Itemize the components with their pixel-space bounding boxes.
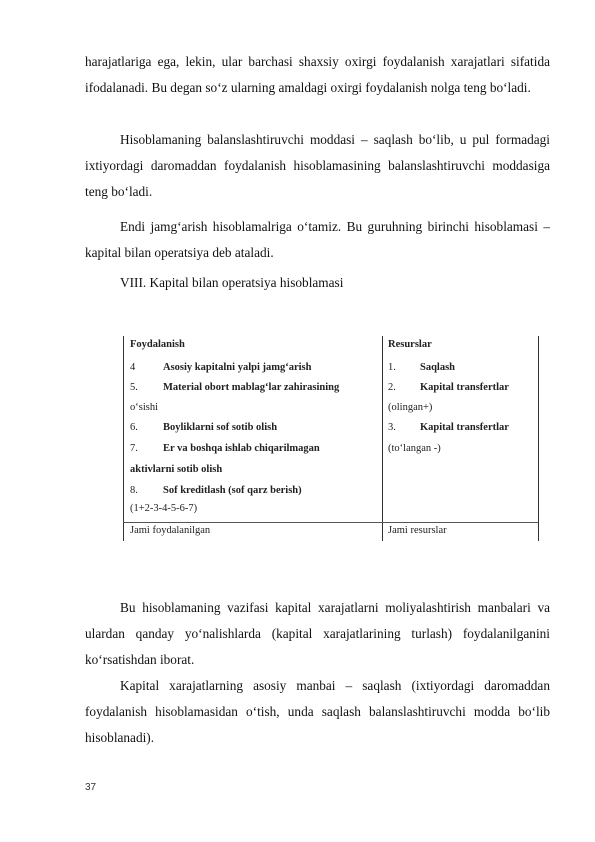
left-total: Jami foydalanilgan bbox=[130, 525, 211, 536]
paragraph-4: Bu hisoblamaning vazifasi kapital xarajatlarni moliyalashtirish manbalari va ulardan qanday yo‘nalishlarda (kapital xarajatlarining turlash) foydalanilganini ko‘rsatishdan iborat. bbox=[85, 600, 550, 667]
right-row-text: Saqlash bbox=[420, 362, 456, 373]
table-left-header: Foydalanish bbox=[130, 339, 185, 350]
left-row-text: aktivlarni sotib olish bbox=[130, 464, 223, 475]
left-row-text: Material obort mablag‘lar zahirasining bbox=[163, 382, 340, 393]
right-row-text: (olingan+) bbox=[388, 402, 433, 413]
paragraph-3: Endi jamg‘arish hisoblamalriga o‘tamiz. Bu guruhning birinchi hisoblamasi – kapital bilan operatsiya deb ataladi. bbox=[85, 219, 550, 260]
right-row-num: 1. bbox=[388, 362, 396, 373]
table-right-header: Resurslar bbox=[388, 339, 432, 350]
page-number: 37 bbox=[85, 782, 97, 793]
left-row-num: 8. bbox=[130, 485, 138, 496]
left-row-text: o‘sishi bbox=[130, 402, 159, 413]
left-row-text: Asosiy kapitalni yalpi jamg‘arish bbox=[163, 362, 312, 373]
table-middle-border bbox=[382, 336, 383, 541]
left-row-text: Boyliklarni sof sotib olish bbox=[163, 422, 278, 433]
paragraph-2: Hisoblamaning balanslashtiruvchi moddasi – saqlash bo‘lib, u pul formadagi ixtiyordagi daromaddan foydalanish hisoblamasining balanslashtiruvchi moddasiga teng bo‘ladi. bbox=[85, 132, 550, 199]
left-row-text: (1+2-3-4-5-6-7) bbox=[130, 503, 198, 514]
section-heading: VIII. Kapital bilan operatsiya hisoblamasi bbox=[120, 275, 344, 290]
right-total: Jami resurslar bbox=[388, 525, 447, 536]
left-row-text: Er va boshqa ishlab chiqarilmagan bbox=[163, 443, 320, 454]
left-row-text: Sof kreditlash (sof qarz berish) bbox=[163, 485, 302, 496]
right-row-text: (to‘langan -) bbox=[388, 443, 441, 454]
right-row-num: 2. bbox=[388, 382, 396, 393]
left-row-num: 7. bbox=[130, 443, 138, 454]
left-row-num: 5. bbox=[130, 382, 138, 393]
capital-operations-table bbox=[118, 336, 543, 541]
table-total-divider bbox=[123, 522, 538, 523]
right-row-text: Kapital transfertlar bbox=[420, 422, 509, 433]
left-row-num: 4 bbox=[130, 362, 136, 373]
table-left-border bbox=[123, 336, 124, 541]
paragraph-5: Kapital xarajatlarning asosiy manbai – saqlash (ixtiyordagi daromaddan foydalanish hisoblamasidan o‘tish, unda saqlash balanslashtiruvchi modda bo‘lib hisoblanadi). bbox=[85, 678, 550, 745]
paragraph-1: harajatlariga ega, lekin, ular barchasi shaxsiy oxirgi foydalanish xarajatlari sifatida ifodalanadi. Bu degan so‘z ularning amaldagi oxirgi foydalanish nolga teng bo‘ladi. bbox=[85, 54, 550, 95]
right-row-text: Kapital transfertlar bbox=[420, 382, 509, 393]
right-row-num: 3. bbox=[388, 422, 396, 433]
table-right-border bbox=[538, 336, 539, 541]
left-row-num: 6. bbox=[130, 422, 138, 433]
